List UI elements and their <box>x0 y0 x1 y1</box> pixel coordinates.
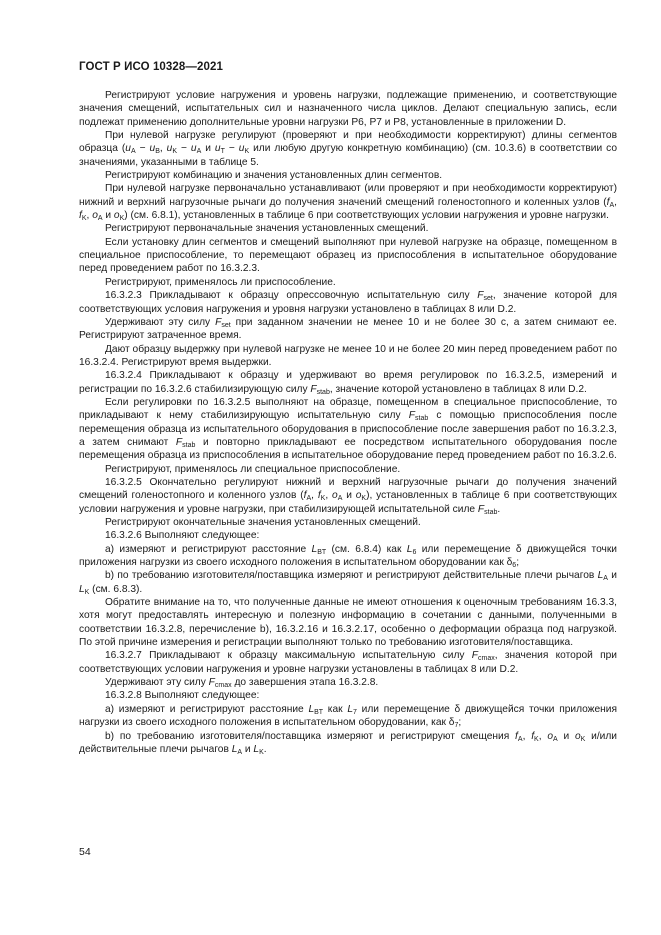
paragraph-p9: Удерживают эту силу $F_{set}$ при заданном значении не менее 10 и не более 30 с, а затем снимают ее. Регистрируют затраченное время. <box>79 316 617 342</box>
paragraph-p22: 16.3.2.8 Выполняют следующее: <box>105 690 260 702</box>
paragraph-p20: 16.3.2.7 Прикладывают к образцу максимальную испытательную силу $F_{cmax}$, значения которой при соответствующих условии нагружения и уровне нагрузки установлены в таблицах 8 или D.2. <box>79 650 617 675</box>
paragraph-p19: Обратите внимание на то, что полученные данные не имеют отношения к оценочным требованиям 16.3.3, хотя могут предоставлять интересную и полезную информацию в сочетании с данными, полученными в соответствии 16.3.2.8, перечисление b), 16.3.2.16 и 16.3.2.17, особенно о деформации образца под нагрузкой. По этой причине измерения и регистрации выполняют только по требованию изготовителя/поставщика. <box>79 597 617 649</box>
paragraph-p2: При нулевой нагрузке регулируют (проверяют и при необходимости корректируют) длины сегментов образца ($u_A - u_B$, $u_K - u_A$ и $u_T - u_K$ или любую другую конкретную комбинацию) (см. 10.3.6) в соответствии со значениями, указанными в таблице 5. <box>79 130 617 168</box>
paragraph-p24: b) по требованию изготовителя/поставщика измеряют и регистрируют смещения $f_A$, $f_K$, $o_A$ и $o_K$ и/или действительные плечи рычагов $L_A$ и $L_K$. <box>79 730 617 756</box>
paragraph-p4: При нулевой нагрузке первоначально устанавливают (или проверяют и при необходимости корректируют) нижний и верхний нагрузочные рычаги до получения значений смещений голеностопного и коленных узлов ($f_A$, $f_K$, $o_A$ и $o_K$) (см. 6.8.1), установленных в таблице 6 при соответствующих условии нагружения и уровне нагрузки. <box>79 183 617 223</box>
paragraph-p7: Регистрируют, применялось ли приспособление. <box>105 276 336 288</box>
page-number: 54 <box>79 846 91 858</box>
paragraph-p3: Регистрируют комбинацию и значения установленных длин сегментов. <box>105 170 443 182</box>
paragraph-p15: Регистрируют окончательные значения установленных смещений. <box>105 517 421 528</box>
paragraph-p5: Регистрируют первоначальные значения установленных смещений. <box>105 223 429 235</box>
paragraph-p18: b) по требованию изготовителя/поставщика измеряют и регистрируют действительные плечи рычагов $L_A$ и $L_K$ (см. 6.8.3). <box>79 570 617 596</box>
paragraph-p6: Если установку длин сегментов и смещений выполняют при нулевой нагрузке на образце, помещенном в специальное приспособление, то перемещают образец из приспособления в испытательное оборудование перед проведением работ по 16.3.2.3. <box>79 236 617 275</box>
paragraph-p1: Регистрируют условие нагружения и уровень нагрузки, подлежащие применению, и соответствующие значения смещений, испытательных сил и назначенного числа циклов. Делают специальную запись, если подлежат применению дополнительные уровни нагрузки P6, P7 и P8, установленные в приложении D. <box>79 90 617 128</box>
document-body <box>79 89 617 756</box>
paragraph-p14: 16.3.2.5 Окончательно регулируют нижний и верхний нагрузочные рычаги до получения значений смещений голеностопного и коленного узлов ($f_A$, $f_K$, $o_A$ и $o_K$), установленных в таблице 6 при соответствующих условии нагружения и уровне нагрузки, при стабилизирующей испытательной силе $F_{stab}$. <box>79 476 617 516</box>
paragraph-p11: 16.3.2.4 Прикладывают к образцу и удерживают во время регулировок по 16.3.2.5, измерений и регистрации по 16.3.2.6 стабилизирующую силу $F_{stab}$, значение которой установлено в таблицах 8 или D.2. <box>79 370 617 396</box>
paragraph-p10: Дают образцу выдержку при нулевой нагрузке не менее 10 и не более 20 мин перед проведением работ по 16.3.2.4. Регистрируют время выдержки. <box>79 343 617 368</box>
paragraph-p21: Удерживают эту силу $F_{cmax}$ до завершения этапа 16.3.2.8. <box>105 677 379 690</box>
paragraph-p12: Если регулировки по 16.3.2.5 выполняют на образце, помещенном в специальное приспособление, то прикладывают к нему стабилизирующую испытательную силу $F_{stab}$ с помощью приспособления после перемещения образца из испытательного оборудования в приспособление после завершения работ по 16.3.2.3, а затем снимают $F_{stab}$ и повторно прикладывают ее посредством испытательного оборудования после перемещения образца из приспособления в испытательное оборудование перед проведением работ по 16.3.2.6. <box>79 396 618 462</box>
paragraph-p23: а) измеряют и регистрируют расстояние $L_{BT}$ как $L_7$ или перемещение δ движущейся точки приложения нагрузки из своего исходного положения в испытательном оборудовании, как $\delta_7$; <box>79 703 617 730</box>
paragraph-p16: 16.3.2.6 Выполняют следующее: <box>105 530 260 542</box>
paragraph-p13: Регистрируют, применялось ли специальное приспособление. <box>105 463 401 475</box>
paragraph-p8: 16.3.2.3 Прикладывают к образцу опрессовочную испытательную силу $F_{set}$, значение которой для соответствующих условия нагружения и уровня нагрузки установлено в таблицах 8 или D.2. <box>79 290 617 315</box>
document-header: ГОСТ Р ИСО 10328—2021 <box>79 61 224 73</box>
paragraph-p17: а) измеряют и регистрируют расстояние $L_{BT}$ (см. 6.8.4) как $L_6$ или перемещение δ движущейся точки приложения нагрузки из своего исходного положения в испытательном оборудовании как $\delta_6$; <box>79 543 617 570</box>
